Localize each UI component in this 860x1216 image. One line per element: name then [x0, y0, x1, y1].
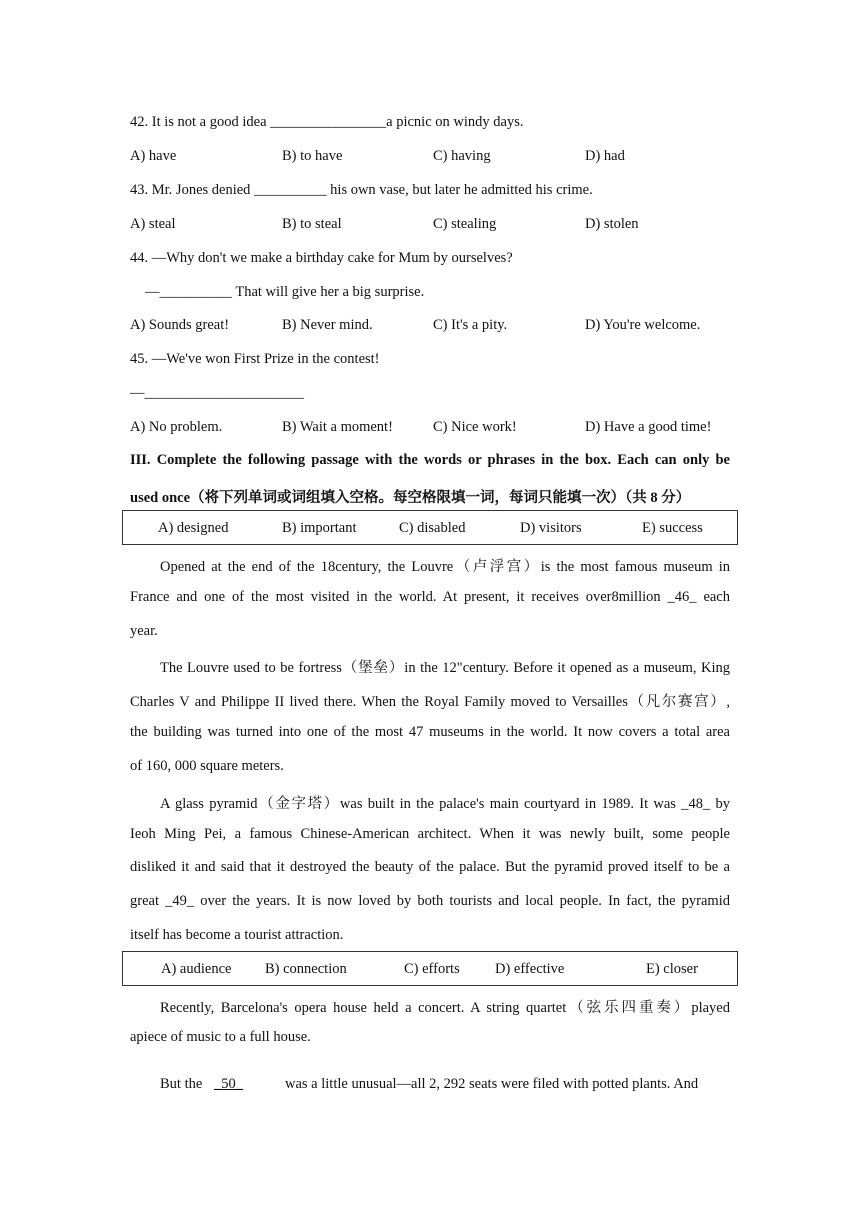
question-45-reply: —______________________: [130, 385, 304, 401]
passage-1-para-2-line-4: of 160, 000 square meters.: [130, 758, 284, 774]
passage-1-para-3-line-4: great _49_ over the years. It is now loved by both tourists and local people. In fact, the pyramid: [130, 893, 730, 909]
q44-option-c: C) It's a pity.: [433, 317, 508, 333]
passage-1-para-3-line-3: disliked it and said that it destroyed the beauty of the palace. But the pyramid proved itself to be a: [130, 859, 730, 875]
question-44-stem: 44. —Why don't we make a birthday cake for Mum by ourselves?: [130, 250, 513, 266]
q42-option-b: B) to have: [282, 148, 343, 164]
section-3-heading-line-2: used once（将下列单词或词组填入空格。每空格限填一词，每词只能填一次）（共 8 分）: [130, 490, 691, 506]
passage-1-para-2-line-1: The Louvre used to be fortress（堡垒）in the 12"century. Before it opened as a museum, King: [160, 660, 730, 676]
q45-option-d: D) Have a good time!: [585, 419, 712, 435]
q45-option-b: B) Wait a moment!: [282, 419, 393, 435]
section-3-heading-line-1: III. Complete the following passage with the words or phrases in the box. Each can only be: [130, 452, 730, 468]
q43-option-d: D) stolen: [585, 216, 639, 232]
passage-2-para-2-start: But the: [160, 1076, 203, 1092]
word-box-1: [122, 510, 738, 545]
word-box-2-item-e: E) closer: [646, 961, 698, 977]
passage-1-para-3-line-2: Ieoh Ming Pei, a famous Chinese-American architect. When it was newly built, some people: [130, 826, 730, 842]
word-box-1-item-e: E) success: [642, 520, 703, 536]
q43-option-b: B) to steal: [282, 216, 342, 232]
word-box-2-item-d: D) effective: [495, 961, 565, 977]
blank-50: _50_: [214, 1076, 243, 1092]
passage-1-para-1-line-1: Opened at the end of the 18century, the Louvre（卢浮宫）is the most famous museum in: [160, 559, 730, 575]
passage-1-para-1-line-3: year.: [130, 623, 158, 639]
q45-option-a: A) No problem.: [130, 419, 223, 435]
q45-option-c: C) Nice work!: [433, 419, 517, 435]
word-box-2-item-b: B) connection: [265, 961, 347, 977]
question-44-reply: —__________ That will give her a big surprise.: [145, 284, 425, 300]
passage-1-para-2-line-3: the building was turned into one of the most 47 museums in the world. It now covers a total area: [130, 724, 730, 740]
word-box-2-item-a: A) audience: [161, 961, 232, 977]
passage-2-para-1-line-2: apiece of music to a full house.: [130, 1029, 311, 1045]
question-43-stem: 43. Mr. Jones denied __________ his own vase, but later he admitted his crime.: [130, 182, 593, 198]
word-box-1-item-b: B) important: [282, 520, 357, 536]
word-box-2: [122, 951, 738, 986]
passage-1-para-2-line-2: Charles V and Philippe II lived there. When the Royal Family moved to Versailles（凡尔赛宫）,: [130, 694, 730, 710]
q44-option-d: D) You're welcome.: [585, 317, 701, 333]
passage-2-para-2-rest: was a little unusual—all 2, 292 seats were filed with potted plants. And: [285, 1076, 699, 1092]
question-42-stem: 42. It is not a good idea ________________a picnic on windy days.: [130, 114, 524, 130]
word-box-1-item-a: A) designed: [158, 520, 229, 536]
passage-1-para-1-line-2: France and one of the most visited in the world. At present, it receives over8million _46_ each: [130, 589, 730, 605]
q44-option-a: A) Sounds great!: [130, 317, 230, 333]
word-box-1-item-c: C) disabled: [399, 520, 466, 536]
word-box-1-item-d: D) visitors: [520, 520, 582, 536]
q43-option-a: A) steal: [130, 216, 176, 232]
passage-1-para-3-line-5: itself has become a tourist attraction.: [130, 927, 344, 943]
q44-option-b: B) Never mind.: [282, 317, 373, 333]
passage-1-para-3-line-1: A glass pyramid（金字塔）was built in the palace's main courtyard in 1989. It was _48_ by: [160, 796, 730, 812]
q42-option-c: C) having: [433, 148, 491, 164]
q42-option-a: A) have: [130, 148, 177, 164]
word-box-2-item-c: C) efforts: [404, 961, 460, 977]
q42-option-d: D) had: [585, 148, 625, 164]
q43-option-c: C) stealing: [433, 216, 497, 232]
question-45-stem: 45. —We've won First Prize in the contest!: [130, 351, 380, 367]
passage-2-para-1-line-1: Recently, Barcelona's opera house held a concert. A string quartet（弦乐四重奏）played: [160, 1000, 730, 1016]
